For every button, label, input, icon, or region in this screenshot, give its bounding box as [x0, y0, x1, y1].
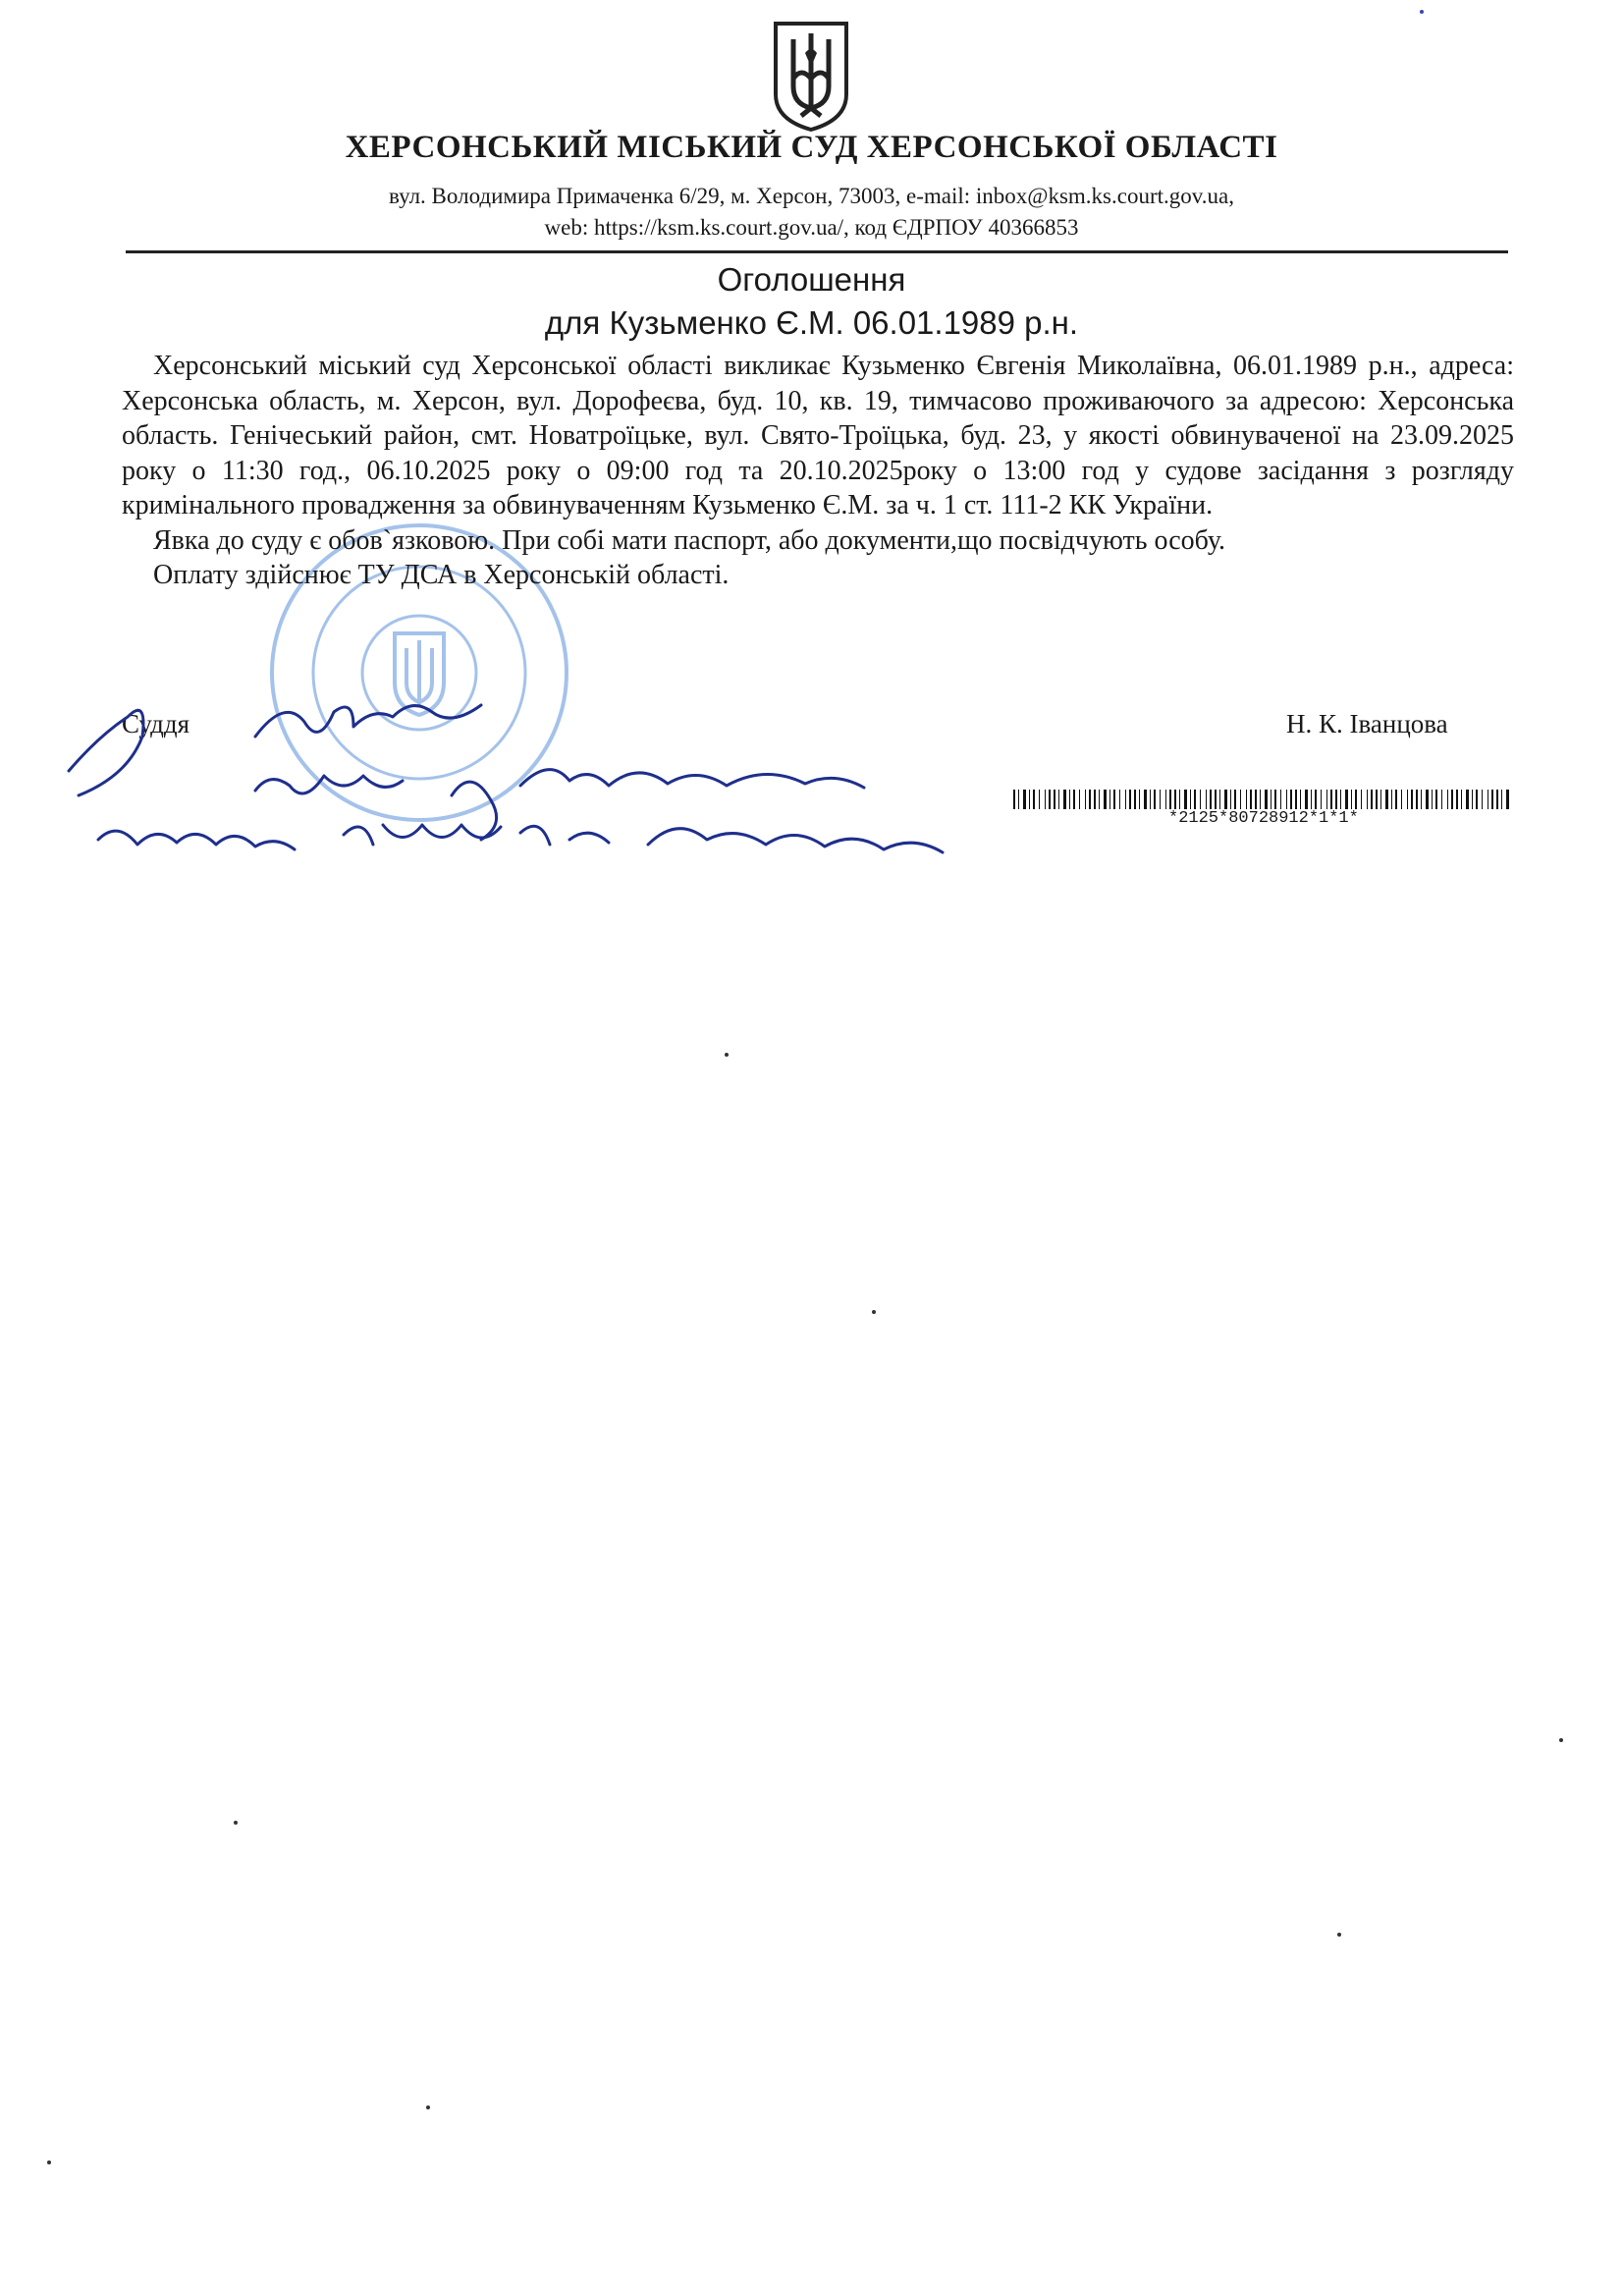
scan-speck	[1420, 10, 1424, 14]
header-divider	[126, 250, 1508, 253]
court-address: вул. Володимира Примаченка 6/29, м. Херсон, 73003, e-mail: inbox@ksm.ks.court.gov.ua,	[389, 184, 1234, 208]
barcode-bar	[1234, 790, 1236, 809]
barcode-bar	[1371, 790, 1373, 809]
barcode-bar	[1335, 790, 1337, 809]
barcode-bar	[1049, 790, 1051, 809]
barcode-bar	[1230, 790, 1231, 809]
barcode-bar	[1315, 790, 1317, 809]
barcode-bar	[1451, 790, 1453, 809]
barcode-bar	[1456, 790, 1458, 809]
barcode-bar	[1401, 790, 1402, 809]
barcode-bar	[1150, 790, 1151, 809]
barcode-bar	[1073, 790, 1075, 809]
judge-name: Н. К. Іванцова	[1286, 709, 1448, 738]
barcode-bar	[1355, 790, 1357, 809]
scan-speck	[1559, 1738, 1563, 1742]
barcode-bar	[1265, 790, 1268, 809]
barcode-bar	[1045, 790, 1046, 809]
barcode-bar	[1054, 790, 1055, 809]
barcode-bar	[1491, 790, 1493, 809]
barcode-bar	[1129, 790, 1131, 809]
barcode-bar	[1326, 790, 1327, 809]
barcode-bar	[1190, 790, 1191, 809]
barcode-bar	[1376, 790, 1378, 809]
court-name: ХЕРСОНСЬКИЙ МІСЬКИЙ СУД ХЕРСОНСЬКОЇ ОБЛАСТІ	[345, 130, 1278, 165]
barcode-bar	[1174, 790, 1176, 809]
barcode-bar	[1461, 790, 1462, 809]
barcode-bar	[1274, 790, 1276, 809]
barcode-bar	[1144, 790, 1147, 809]
scan-speck	[47, 2160, 51, 2164]
barcode-bar	[1311, 790, 1312, 809]
barcode-bar	[1407, 790, 1408, 809]
announcement-title: Оголошення	[717, 261, 906, 298]
barcode-bar	[1063, 790, 1066, 809]
barcode-bar	[1023, 790, 1026, 809]
barcode-bar	[1286, 790, 1287, 809]
barcode-bar	[1206, 790, 1207, 809]
scan-speck	[872, 1310, 876, 1314]
barcode-bar	[1079, 790, 1080, 809]
barcode-bar	[1340, 790, 1341, 809]
barcode-number: *2125*80728912*1*1*	[1168, 809, 1359, 828]
coat-of-arms-icon	[772, 18, 850, 134]
barcode-bar	[1165, 790, 1166, 809]
barcode-bar	[1411, 790, 1413, 809]
barcode-bar	[1179, 790, 1180, 809]
announcement-body	[122, 349, 1514, 593]
barcode-bar	[1119, 790, 1120, 809]
barcode-bar	[1426, 790, 1429, 809]
scan-speck	[725, 1053, 729, 1057]
barcode-bar	[1104, 790, 1107, 809]
barcode-bar	[1125, 790, 1126, 809]
barcode-bar	[1139, 790, 1140, 809]
announcement-subtitle: для Кузьменко Є.М. 06.01.1989 р.н.	[544, 304, 1079, 341]
judge-role: Суддя	[122, 709, 190, 738]
barcode-bar	[1250, 790, 1252, 809]
handwritten-certification-note	[59, 678, 1139, 894]
barcode-bar	[1089, 790, 1091, 809]
barcode-bar	[1219, 790, 1220, 809]
barcode-bar	[1482, 790, 1483, 809]
barcode-bar	[1255, 790, 1257, 809]
scan-speck	[426, 2105, 430, 2109]
barcode-bar	[1416, 790, 1418, 809]
barcode-bar	[1033, 790, 1035, 809]
barcode-bar	[1367, 790, 1368, 809]
barcode-bar	[1169, 790, 1171, 809]
barcode-bar	[1501, 790, 1502, 809]
barcode-bar	[1240, 790, 1241, 809]
barcode-bar	[1200, 790, 1201, 809]
barcode-bar	[1154, 790, 1156, 809]
document-barcode	[1013, 790, 1514, 809]
barcode-bar	[1435, 790, 1437, 809]
barcode-bar	[1345, 790, 1348, 809]
barcode-bar	[1466, 790, 1469, 809]
barcode-bar	[1280, 790, 1281, 809]
barcode-bar	[1215, 790, 1217, 809]
barcode-bar	[1385, 790, 1388, 809]
barcode-bar	[1058, 790, 1059, 809]
barcode-bar	[1134, 790, 1136, 809]
barcode-bar	[1210, 790, 1212, 809]
barcode-bar	[1039, 790, 1040, 809]
barcode-bar	[1472, 790, 1473, 809]
barcode-bar	[1361, 790, 1362, 809]
barcode-bar	[1447, 790, 1448, 809]
scan-speck	[1337, 1933, 1341, 1937]
barcode-bar	[1380, 790, 1381, 809]
barcode-bar	[1246, 790, 1247, 809]
attendance-paragraph: Явка до суду є обов`язковою. При собі мати паспорт, або документи,що посвідчують особу.	[153, 524, 1226, 556]
barcode-bar	[1194, 790, 1196, 809]
payment-paragraph: Оплату здійснює ТУ ДСА в Херсонській області.	[153, 560, 730, 590]
barcode-bar	[1441, 790, 1442, 809]
barcode-bar	[1099, 790, 1100, 809]
barcode-bar	[1260, 790, 1261, 809]
barcode-bar	[1018, 790, 1019, 809]
barcode-bar	[1330, 790, 1332, 809]
barcode-bar	[1113, 790, 1115, 809]
barcode-bar	[1295, 790, 1297, 809]
barcode-bar	[1476, 790, 1478, 809]
barcode-bar	[1290, 790, 1292, 809]
barcode-bar	[1496, 790, 1498, 809]
barcode-bar	[1109, 790, 1110, 809]
barcode-bar	[1094, 790, 1096, 809]
barcode-bar	[1391, 790, 1392, 809]
summons-paragraph: Херсонський міський суд Херсонської області викликає Кузьменко Євгенія Миколаївна, 06.01.1989 р.н., адреса: Херсонська область, м. Херсон, вул. Дорофеєва, буд. 10, кв. 19, тимчасово проживаючого за адресою: Херсонська область. Генічеський район, смт. Новатроїцьке, вул. Свято-Троїцька, буд. 23, у якості обвинуваченої на 23.09.2025 року о 11:30 год., 06.10.2025 року о 09:00 год та 20.10.2025року о 13:00 год у судове засідання з розгляду кримінального провадження за обвинуваченням Кузьменко Є.М. за ч. 1 ст. 111-2 КК України.	[122, 351, 1514, 520]
barcode-bar	[1395, 790, 1397, 809]
barcode-bar	[1351, 790, 1352, 809]
barcode-bar	[1506, 790, 1509, 809]
barcode-bar	[1321, 790, 1322, 809]
barcode-bar	[1300, 790, 1301, 809]
barcode-bar	[1160, 790, 1161, 809]
barcode-bar	[1184, 790, 1187, 809]
scan-speck	[234, 1821, 238, 1825]
court-web-code: web: https://ksm.ks.court.gov.ua/, код ЄДРПОУ 40366853	[544, 215, 1079, 240]
barcode-bar	[1224, 790, 1227, 809]
barcode-bar	[1305, 790, 1308, 809]
barcode-bar	[1069, 790, 1070, 809]
barcode-bar	[1013, 790, 1015, 809]
barcode-bar	[1029, 790, 1030, 809]
barcode-bar	[1432, 790, 1433, 809]
barcode-bar	[1085, 790, 1086, 809]
barcode-bar	[1421, 790, 1422, 809]
